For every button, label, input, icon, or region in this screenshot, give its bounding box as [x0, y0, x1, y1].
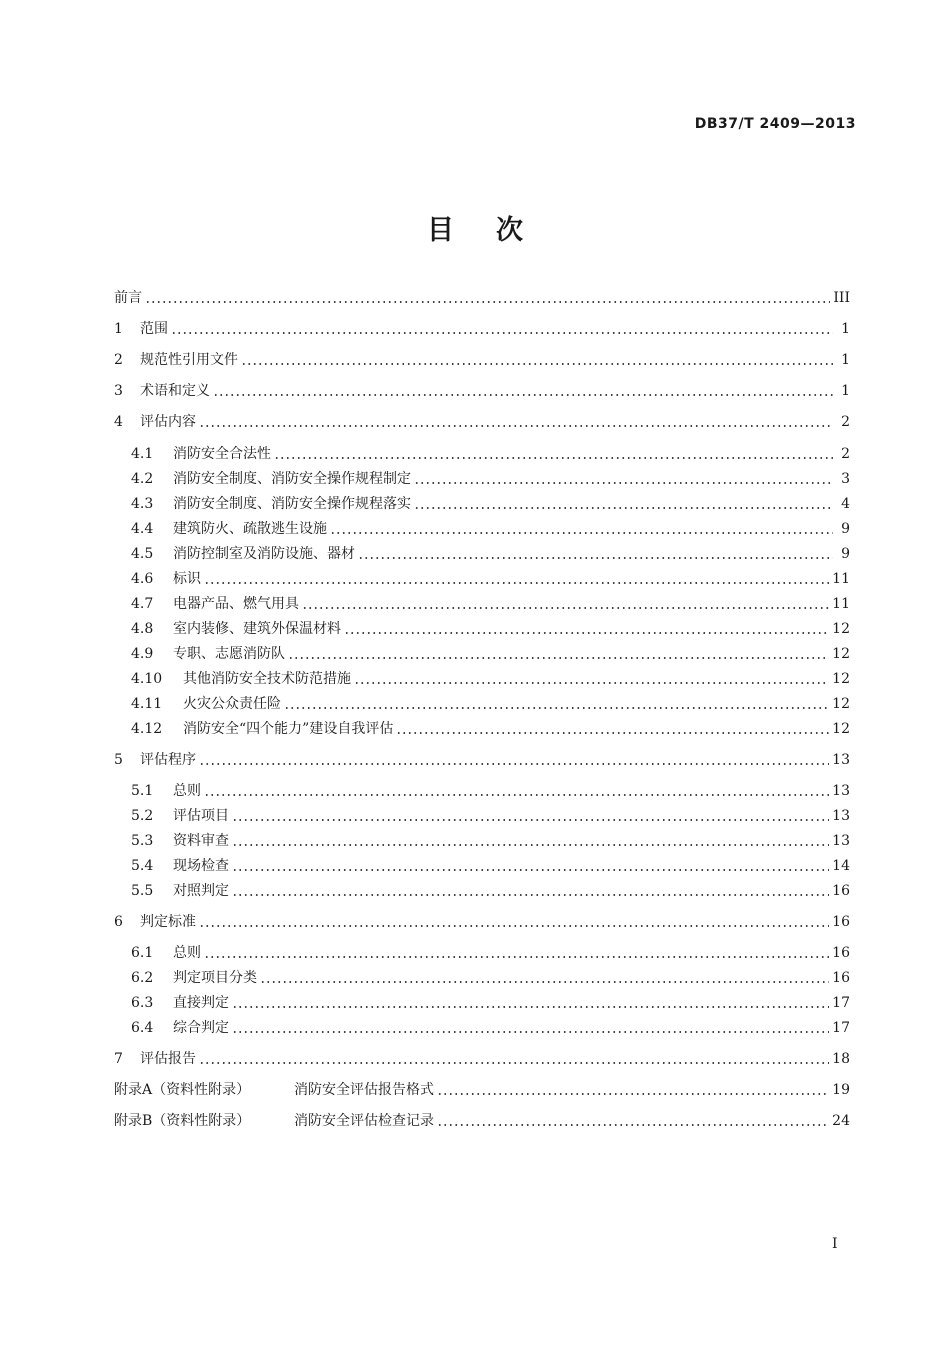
toc-number: 4.8: [131, 621, 154, 637]
toc-subentry[interactable]: [131, 617, 850, 639]
toc-subentry[interactable]: [131, 642, 850, 664]
toc-number: 6.4: [131, 1020, 154, 1036]
toc-subentry[interactable]: [131, 692, 850, 714]
dot-leader: [288, 657, 829, 659]
toc-page: 14: [832, 858, 850, 874]
toc-page: 24: [832, 1113, 850, 1129]
dot-leader: [437, 1124, 829, 1126]
dot-leader: [232, 869, 829, 871]
toc-page: 9: [841, 546, 850, 562]
dot-leader: [414, 482, 833, 484]
toc-page: 17: [832, 995, 850, 1011]
toc-number: 5.3: [131, 833, 154, 849]
toc-label: 消防安全评估报告格式: [294, 1082, 434, 1098]
toc-page: 1: [841, 383, 850, 399]
toc-number: 4.6: [131, 571, 154, 587]
toc-label: 消防安全合法性: [173, 446, 271, 462]
dot-leader: [241, 363, 833, 365]
toc-page: 13: [832, 833, 850, 849]
toc-subentry[interactable]: [131, 966, 850, 988]
toc-page: 13: [832, 752, 850, 768]
toc-subentry[interactable]: [131, 779, 850, 801]
toc-number: 4.11: [131, 696, 163, 712]
toc-number: 4.5: [131, 546, 154, 562]
page-title: 目次: [427, 215, 565, 246]
toc-label: 术语和定义: [140, 383, 210, 399]
toc-page: 16: [832, 883, 850, 899]
dot-leader: [232, 844, 829, 846]
toc-page: 11: [832, 596, 850, 612]
toc-number: 5.2: [131, 808, 154, 824]
toc-entry[interactable]: [114, 410, 850, 432]
toc-label: 前言: [114, 290, 142, 306]
toc-entry[interactable]: [114, 379, 850, 401]
toc-page: 2: [841, 414, 850, 430]
toc-subentry[interactable]: [131, 854, 850, 876]
toc-subentry[interactable]: [131, 804, 850, 826]
toc-page: 12: [832, 721, 850, 737]
toc-entry[interactable]: [114, 1047, 850, 1069]
toc-label: 规范性引用文件: [140, 352, 238, 368]
toc-label: 判定项目分类: [173, 970, 257, 986]
toc-label: 建筑防火、疏散逃生设施: [173, 521, 327, 537]
toc-number: 2: [114, 352, 123, 368]
toc-subentry[interactable]: [131, 442, 850, 464]
toc-page: 12: [832, 696, 850, 712]
dot-leader: [260, 981, 829, 983]
toc-label: 评估内容: [140, 414, 196, 430]
toc-subentry[interactable]: [131, 991, 850, 1013]
toc-subentry[interactable]: [131, 941, 850, 963]
toc-number: 4.10: [131, 671, 163, 687]
toc-subentry[interactable]: [131, 592, 850, 614]
dot-leader: [145, 301, 830, 303]
toc-entry[interactable]: [114, 317, 850, 339]
toc-subentry[interactable]: [131, 1016, 850, 1038]
dot-leader: [232, 1006, 829, 1008]
toc-label: 评估项目: [173, 808, 229, 824]
dot-leader: [354, 682, 829, 684]
toc-page: 13: [832, 808, 850, 824]
dot-leader: [232, 819, 829, 821]
toc-subentry[interactable]: [131, 542, 850, 564]
toc-number: 4.9: [131, 646, 154, 662]
dot-leader: [232, 894, 829, 896]
toc-label: 消防安全制度、消防安全操作规程落实: [173, 496, 411, 512]
dot-leader: [232, 1031, 829, 1033]
toc-number: 4.2: [131, 471, 154, 487]
toc-page: 1: [841, 352, 850, 368]
dot-leader: [199, 425, 833, 427]
toc-label: 直接判定: [173, 995, 229, 1011]
toc-label: 总则: [173, 945, 201, 961]
toc-number: 3: [114, 383, 123, 399]
toc-number: 1: [114, 321, 123, 337]
dot-leader: [330, 532, 833, 534]
toc-subentry[interactable]: [131, 667, 850, 689]
toc-label: 专职、志愿消防队: [173, 646, 285, 662]
toc-label: 消防控制室及消防设施、器材: [173, 546, 355, 562]
toc-number: 4.7: [131, 596, 154, 612]
toc-label: 资料审查: [173, 833, 229, 849]
toc-page: 18: [832, 1051, 850, 1067]
toc-number: 4.12: [131, 721, 163, 737]
toc-page: 11: [832, 571, 850, 587]
toc-page: 2: [841, 446, 850, 462]
dot-leader: [204, 582, 829, 584]
toc-label: 评估报告: [140, 1051, 196, 1067]
toc-label: 室内装修、建筑外保温材料: [173, 621, 341, 637]
toc-appendix-tag: 附录B（资料性附录）: [114, 1113, 251, 1129]
toc-entry[interactable]: [114, 748, 850, 770]
toc-page: III: [833, 290, 850, 306]
toc-number: 6.3: [131, 995, 154, 1011]
toc-page: 4: [841, 496, 850, 512]
toc-number: 5.5: [131, 883, 154, 899]
toc-label: 判定标准: [140, 914, 196, 930]
toc-page: 3: [841, 471, 850, 487]
dot-leader: [199, 763, 829, 765]
toc-number: 4.1: [131, 446, 154, 462]
toc-label: 综合判定: [173, 1020, 229, 1036]
dot-leader: [302, 607, 829, 609]
dot-leader: [344, 632, 829, 634]
toc-number: 6: [114, 914, 123, 930]
toc-label: 评估程序: [140, 752, 196, 768]
toc-entry-appendix-a[interactable]: [114, 1078, 850, 1100]
toc-subentry[interactable]: [131, 567, 850, 589]
toc-page: 19: [832, 1082, 850, 1098]
dot-leader: [437, 1093, 829, 1095]
toc-number: 4.4: [131, 521, 154, 537]
toc-page: 12: [832, 671, 850, 687]
toc-page: 16: [832, 914, 850, 930]
toc-entry-appendix-b[interactable]: [114, 1109, 850, 1131]
toc-page: 16: [832, 945, 850, 961]
page-number: I: [832, 1236, 838, 1252]
dot-leader: [284, 707, 829, 709]
toc-page: 12: [832, 621, 850, 637]
toc-page: 17: [832, 1020, 850, 1036]
toc-page: 13: [832, 783, 850, 799]
toc-subentry[interactable]: [131, 717, 850, 739]
toc-entry[interactable]: [114, 910, 850, 932]
dot-leader: [171, 332, 833, 334]
toc-subentry[interactable]: [131, 467, 850, 489]
toc-label: 火灾公众责任险: [183, 696, 281, 712]
dot-leader: [204, 794, 829, 796]
toc-number: 6.2: [131, 970, 154, 986]
toc-label: 总则: [173, 783, 201, 799]
toc-entry[interactable]: [114, 348, 850, 370]
toc-label: 范围: [140, 321, 168, 337]
toc-label: 消防安全“四个能力”建设自我评估: [183, 721, 394, 737]
toc-label: 消防安全评估检查记录: [294, 1113, 434, 1129]
toc-number: 5.1: [131, 783, 154, 799]
dot-leader: [199, 925, 829, 927]
toc-number: 4.3: [131, 496, 154, 512]
toc-number: 5: [114, 752, 123, 768]
toc-label: 现场检查: [173, 858, 229, 874]
dot-leader: [274, 457, 833, 459]
toc-subentry[interactable]: [131, 829, 850, 851]
dot-leader: [204, 956, 829, 958]
toc-page: 9: [841, 521, 850, 537]
toc-subentry[interactable]: [131, 492, 850, 514]
dot-leader: [396, 732, 829, 734]
toc-appendix-tag: 附录A（资料性附录）: [114, 1082, 251, 1098]
toc-page: 16: [832, 970, 850, 986]
toc-label: 对照判定: [173, 883, 229, 899]
dot-leader: [414, 507, 833, 509]
toc-page: 1: [841, 321, 850, 337]
dot-leader: [213, 394, 833, 396]
toc-subentry[interactable]: [131, 517, 850, 539]
toc-label: 电器产品、燃气用具: [173, 596, 299, 612]
dot-leader: [199, 1062, 829, 1064]
toc-label: 标识: [173, 571, 201, 587]
toc-number: 4: [114, 414, 123, 430]
toc-entry-foreword[interactable]: [114, 286, 850, 308]
toc-number: 5.4: [131, 858, 154, 874]
toc-number: 7: [114, 1051, 123, 1067]
toc-page: 12: [832, 646, 850, 662]
toc-subentry[interactable]: [131, 879, 850, 901]
toc-label: 消防安全制度、消防安全操作规程制定: [173, 471, 411, 487]
toc-label: 其他消防安全技术防范措施: [183, 671, 351, 687]
dot-leader: [358, 557, 833, 559]
document-code: DB37/T 2409—2013: [694, 116, 856, 132]
toc-number: 6.1: [131, 945, 154, 961]
